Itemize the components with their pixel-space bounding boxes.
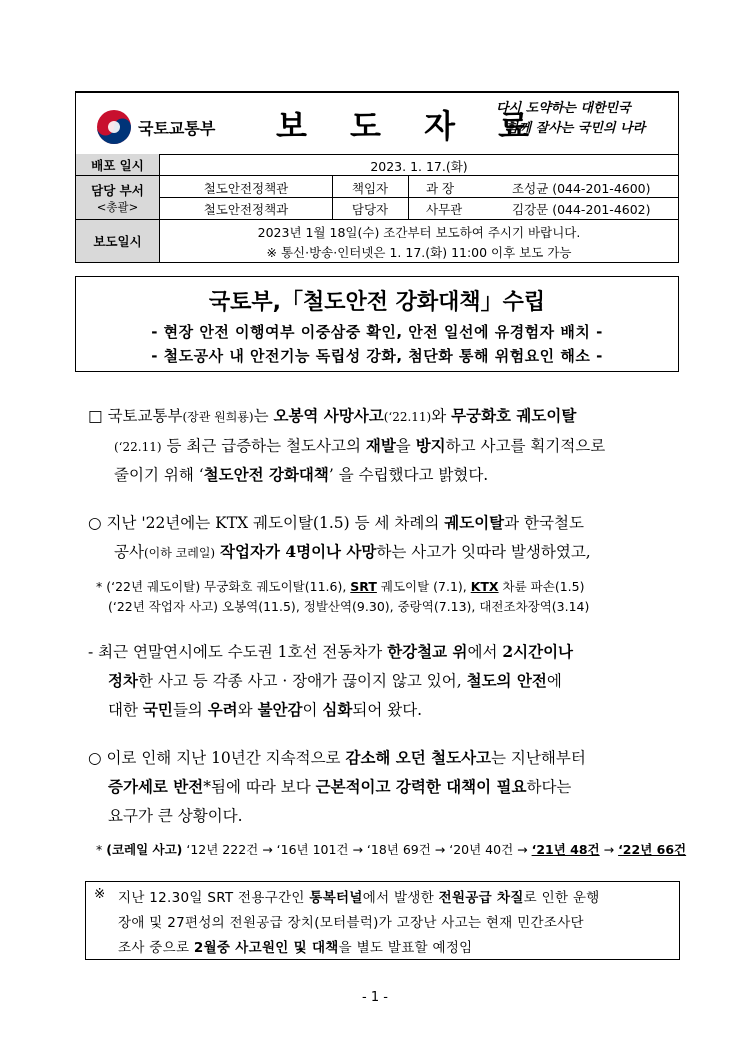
text: 되어 왔다. — [352, 701, 423, 719]
paragraph-4-line3: 요구가 큰 상황이다. — [108, 807, 243, 825]
contact-row — [76, 176, 678, 220]
footnote-1-line2: (‘22년 작업자 사고) 오봉역(11.5), 정발산역(9.30), 중랑역(7.13), 대전조차장역(3.14) — [108, 599, 590, 614]
emphasis: 전원공급 차질 — [438, 890, 524, 906]
slogan-line2: 함께 잘사는 국민의 나라 — [506, 121, 646, 136]
emphasis: 2월중 사고원인 및 대책 — [193, 940, 339, 956]
contact-label-text: 담당 부서 — [91, 182, 144, 198]
text: 에 — [546, 672, 562, 690]
emphasis: 무궁화호 궤도이탈 — [451, 406, 577, 425]
divider — [160, 197, 678, 198]
paragraph-3-line1 — [88, 640, 573, 662]
emphasis: (코레일 사고) — [106, 842, 183, 857]
text: 차륜 파손(1.5) — [498, 579, 585, 594]
text: 대한 — [108, 701, 143, 719]
text: 하다는 — [526, 778, 572, 796]
emphasis: 오봉역 사망사고 — [273, 406, 384, 425]
emphasis: 증가세로 반전 — [108, 777, 204, 796]
ministry-name: 국토교통부 — [138, 118, 216, 138]
emphasis: 심화 — [322, 700, 353, 719]
embargo-note: ※ 통신·방송·인터넷은 1. 17.(화) 11:00 이후 보도 가능 — [266, 245, 572, 260]
text: 지난 12.30일 SRT 전용구간인 — [118, 890, 310, 906]
slogan-line1: 다시 도약하는 대한민국 — [496, 101, 631, 116]
paragraph-4-line2 — [108, 775, 571, 797]
text: ’ 을 수립했다고 밝혔다. — [328, 466, 489, 484]
text: 하는 사고가 잇따라 발생하였고, — [376, 543, 591, 561]
text: ○ 지난 '22년에는 KTX 궤도이탈(1.5) 등 세 차례의 — [88, 514, 445, 532]
text: * (‘22년 궤도이탈) 무궁화호 궤도이탈(11.6), — [96, 579, 351, 594]
text: 는 지난해부터 — [491, 749, 586, 767]
text: 에서 — [467, 643, 503, 661]
paragraph-3-line3 — [108, 698, 422, 720]
text: 조사 중으로 — [118, 940, 194, 956]
footnote-2 — [96, 840, 686, 858]
text: 을 — [395, 437, 416, 455]
text: 한 사고 등 각종 사고 · 장애가 끊이지 않고 있어, — [137, 672, 467, 690]
emphasis: KTX — [470, 579, 499, 594]
text: ○ 이로 인해 지난 10년간 지속적으로 — [88, 749, 346, 767]
notice-mark: ※ — [94, 886, 106, 902]
emphasis: 감소해 오던 철도사고 — [345, 748, 492, 767]
paragraph-1-line1 — [88, 404, 576, 426]
government-slogan — [496, 99, 676, 139]
dept-name: 철도안전정책관 — [203, 181, 289, 196]
emphasis: 철도의 안전 — [466, 671, 547, 690]
emphasis: 한강철교 위 — [387, 642, 468, 661]
emphasis: ‘21년 48건 — [531, 842, 600, 857]
emphasis: 방지 — [415, 436, 446, 455]
contact-label — [76, 176, 160, 219]
text: ‘12년 222건 → ‘16년 101건 → ‘18년 69건 → ‘20년 40건 → — [182, 842, 532, 857]
notice-line2: 장애 및 27편성의 전원공급 장치(모터블럭)가 고장난 사고는 현재 민간조사단 — [118, 915, 584, 931]
text: - 최근 연말연시에도 수도권 1호선 전동차가 — [88, 643, 388, 661]
contact-position: 과 장 — [426, 181, 455, 196]
report-time-row — [76, 220, 678, 262]
contact-person: 김강문 (044-201-4602) — [512, 202, 651, 217]
distribution-label: 배포 일시 — [76, 154, 160, 175]
text: 와 — [431, 407, 452, 425]
subheadline-2: - 철도공사 내 안전기능 독립성 강화, 첨단화 통해 위험요인 해소 - — [151, 347, 603, 365]
text: 궤도이탈 (7.1), — [376, 579, 471, 594]
emphasis: 국민 — [142, 700, 173, 719]
contact-role: 담당자 — [351, 202, 389, 217]
emphasis: 근본적이고 강력한 대책이 필요 — [315, 777, 527, 796]
text: 와 — [237, 701, 258, 719]
text: 줄이기 위해 ‘ — [114, 466, 204, 484]
text: (‘22.11) — [383, 410, 432, 424]
paragraph-1-line2 — [114, 434, 605, 456]
headline-title: 국토부,「철도안전 강화대책」수립 — [208, 290, 546, 315]
contact-role: 책임자 — [351, 181, 389, 196]
emphasis: 철도안전 강화대책 — [203, 465, 329, 484]
emphasis: 정차 — [108, 671, 138, 690]
press-release-title: 보 도 자 료 — [276, 107, 546, 145]
contact-position: 사무관 — [426, 202, 463, 217]
text: 는 — [253, 407, 274, 425]
dept-name: 철도안전정책과 — [203, 202, 289, 217]
ministry-logo — [96, 109, 215, 145]
emphasis: ‘22년 66건 — [618, 842, 687, 857]
notice-line3 — [118, 936, 473, 956]
text: * — [96, 842, 107, 857]
text: → — [599, 842, 619, 857]
paragraph-1-line3 — [114, 463, 488, 485]
text: (‘22.11) — [114, 440, 162, 454]
press-release-header — [75, 91, 679, 263]
text: 을 별도 발표할 예정임 — [338, 940, 473, 956]
subheadline-1: - 현장 안전 이행여부 이중삼중 확인, 안전 일선에 유경험자 배치 - — [151, 323, 603, 341]
emphasis: 궤도이탈 — [444, 513, 505, 532]
emphasis: 우려 — [207, 700, 238, 719]
text: □ 국토교통부 — [88, 407, 183, 425]
emphasis: SRT — [350, 579, 377, 594]
footnote-1-line1 — [96, 577, 584, 595]
text: 하고 사고를 획기적으로 — [445, 437, 606, 455]
paragraph-4-line1 — [88, 746, 586, 768]
distribution-row — [76, 154, 678, 176]
text: (이하 코레일) — [143, 546, 216, 560]
embargo-line: 2023년 1월 18일(수) 조간부터 보도하여 주시기 바랍니다. — [257, 225, 581, 240]
notice-line1 — [118, 886, 600, 906]
notice-box — [85, 881, 680, 960]
text: 들의 — [172, 701, 208, 719]
text: *됨에 따라 보다 — [203, 778, 316, 796]
report-time-label: 보도일시 — [76, 220, 160, 262]
distribution-date: 2023. 1. 17.(화) — [370, 159, 468, 174]
contact-sublabel: <총괄> — [96, 199, 139, 214]
emphasis: 통복터널 — [309, 890, 363, 906]
text: (장관 원희룡) — [182, 410, 254, 424]
paragraph-2-line2 — [114, 540, 591, 562]
emphasis: 작업자가 4명이나 사망 — [220, 542, 377, 561]
header-banner — [76, 93, 678, 155]
emphasis: 불안감 — [257, 700, 303, 719]
text: 로 인한 운행 — [523, 890, 600, 906]
text: 등 최근 급증하는 철도사고의 — [161, 437, 366, 455]
contact-person: 조성균 (044-201-4600) — [512, 181, 651, 196]
text: 이 — [302, 701, 323, 719]
text: 공사 — [114, 543, 144, 561]
emphasis: 재발 — [365, 436, 396, 455]
paragraph-2-line1 — [88, 511, 584, 533]
text: 에서 발생한 — [362, 890, 439, 906]
text: 과 한국철도 — [504, 514, 584, 532]
paragraph-3-line2 — [108, 669, 562, 691]
headline-box — [75, 276, 679, 372]
taegeuk-icon — [96, 109, 132, 145]
emphasis: 2시간이나 — [502, 642, 574, 661]
page-number: - 1 - — [362, 990, 388, 1005]
